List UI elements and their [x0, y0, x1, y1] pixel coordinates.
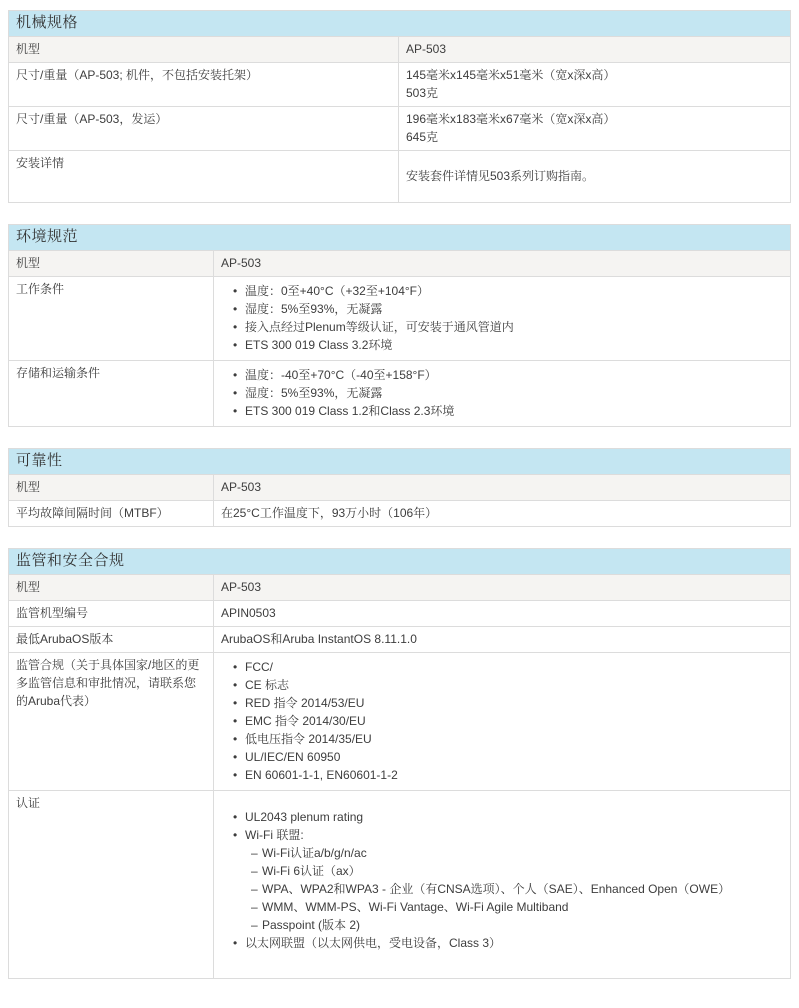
bullet-item: • CE 标志: [231, 676, 782, 694]
spec-label: 机型: [9, 475, 214, 501]
bullet-item: • 以太网联盟（以太网供电，受电设备，Class 3）: [231, 934, 782, 952]
section-regulatory-safety: [8, 548, 791, 979]
spec-value-paragraph: 安装套件详情见503系列订购指南。: [406, 169, 595, 183]
bullet-item: • EMC 指令 2014/30/EU: [231, 712, 782, 730]
section-header-row: [9, 11, 791, 37]
spec-value-line: AP-503: [221, 256, 262, 270]
bullet-list: [221, 658, 782, 784]
bullet-item: • EN 60601-1-1, EN60601-1-2: [231, 766, 782, 784]
bullet-list: [221, 282, 782, 354]
bullet-item: • 低电压指令 2014/35/EU: [231, 730, 782, 748]
bullet-item: • UL/IEC/EN 60950: [231, 748, 782, 766]
bullet-item: • UL2043 plenum rating: [231, 808, 782, 826]
sub-bullet-item: – WPA、WPA2和WPA3 - 企业（有CNSA选项）、个人（SAE）、Enhanced Open（OWE）: [251, 880, 782, 898]
spec-label: 存储和运输条件: [9, 361, 214, 427]
spec-label: 工作条件: [9, 277, 214, 361]
table-row: [9, 37, 791, 63]
bullet-item-text: Wi-Fi 联盟:: [245, 828, 304, 842]
section-header-row: [9, 549, 791, 575]
spec-value: [399, 107, 791, 151]
spec-value-line: 145毫米x145毫米x51毫米（宽x深x高）: [406, 68, 616, 82]
spec-label: 机型: [9, 37, 399, 63]
spec-label: 尺寸/重量（AP-503，发运）: [9, 107, 399, 151]
section-header-row: [9, 225, 791, 251]
table-row: [9, 151, 791, 203]
sub-bullet-item: – WMM、WMM-PS、Wi-Fi Vantage、Wi-Fi Agile Multiband: [251, 898, 782, 916]
section-header-row: [9, 449, 791, 475]
bullet-item: • 温度：0至+40°C（+32至+104°F）: [231, 282, 782, 300]
spec-value: [214, 277, 791, 361]
bullet-item: • 温度：-40至+70°C（-40至+158°F）: [231, 366, 782, 384]
spec-value: [214, 501, 791, 527]
bullet-item: • ETS 300 019 Class 3.2环境: [231, 336, 782, 354]
spec-value-line: APIN0503: [221, 606, 276, 620]
bullet-item: • 接入点经过Plenum等级认证，可安装于通风管道内: [231, 318, 782, 336]
spec-label: 监管合规（关于具体国家/地区的更多监管信息和审批情况，请联系您的Aruba代表）: [9, 653, 214, 791]
bullet-list: [221, 366, 782, 420]
table-row: [9, 501, 791, 527]
spec-value-line: AP-503: [221, 480, 262, 494]
spec-value: [214, 361, 791, 427]
section-title: 可靠性: [9, 449, 791, 475]
sub-bullet-list: [245, 844, 782, 934]
bullet-item: • 湿度：5%至93%，无凝露: [231, 300, 782, 318]
table-row: [9, 575, 791, 601]
spec-label: 安装详情: [9, 151, 399, 203]
table-row: [9, 251, 791, 277]
spec-value-line: 503克: [406, 86, 439, 100]
spec-value-line: 在25°C工作温度下，93万小时（106年）: [221, 506, 438, 520]
spec-value-line: AP-503: [221, 580, 262, 594]
section-title: 监管和安全合规: [9, 549, 791, 575]
spec-value: [399, 63, 791, 107]
table-row: [9, 277, 791, 361]
spec-label: 认证: [9, 791, 214, 979]
bullet-item: • ETS 300 019 Class 1.2和Class 2.3环境: [231, 402, 782, 420]
bullet-item: • 湿度：5%至93%，无凝露: [231, 384, 782, 402]
spec-label: 平均故障间隔时间（MTBF）: [9, 501, 214, 527]
table-row: [9, 653, 791, 791]
spec-value: [214, 791, 791, 979]
bullet-item: [231, 826, 782, 934]
table-row: [9, 475, 791, 501]
spec-value-line: 645克: [406, 130, 439, 144]
spec-value: [214, 251, 791, 277]
section-environmental-specs: [8, 224, 791, 427]
spec-value: [214, 627, 791, 653]
table-row: [9, 791, 791, 979]
bullet-list: [221, 808, 782, 952]
sub-bullet-item: – Passpoint (版本 2): [251, 916, 782, 934]
sub-bullet-item: – Wi-Fi认证a/b/g/n/ac: [251, 844, 782, 862]
table-row: [9, 627, 791, 653]
section-reliability: [8, 448, 791, 527]
spec-value: [399, 37, 791, 63]
section-mechanical-specs: [8, 10, 791, 203]
spec-value: [214, 601, 791, 627]
spec-label: 监管机型编号: [9, 601, 214, 627]
table-row: [9, 361, 791, 427]
section-title: 机械规格: [9, 11, 791, 37]
spec-value-line: ArubaOS和Aruba InstantOS 8.11.1.0: [221, 632, 417, 646]
spec-value: [399, 151, 791, 203]
bullet-item: • FCC/: [231, 658, 782, 676]
spec-label: 机型: [9, 575, 214, 601]
spec-value: [214, 575, 791, 601]
bullet-item: • RED 指令 2014/53/EU: [231, 694, 782, 712]
spec-value: [214, 475, 791, 501]
spec-value: [214, 653, 791, 791]
spec-label: 尺寸/重量（AP-503; 机件，不包括安装托架）: [9, 63, 399, 107]
table-row: [9, 601, 791, 627]
spec-label: 机型: [9, 251, 214, 277]
spec-label: 最低ArubaOS版本: [9, 627, 214, 653]
spec-value-line: AP-503: [406, 42, 447, 56]
section-title: 环境规范: [9, 225, 791, 251]
table-row: [9, 63, 791, 107]
spec-value-line: 196毫米x183毫米x67毫米（宽x深x高）: [406, 112, 616, 126]
sub-bullet-item: – Wi-Fi 6认证（ax）: [251, 862, 782, 880]
table-row: [9, 107, 791, 151]
